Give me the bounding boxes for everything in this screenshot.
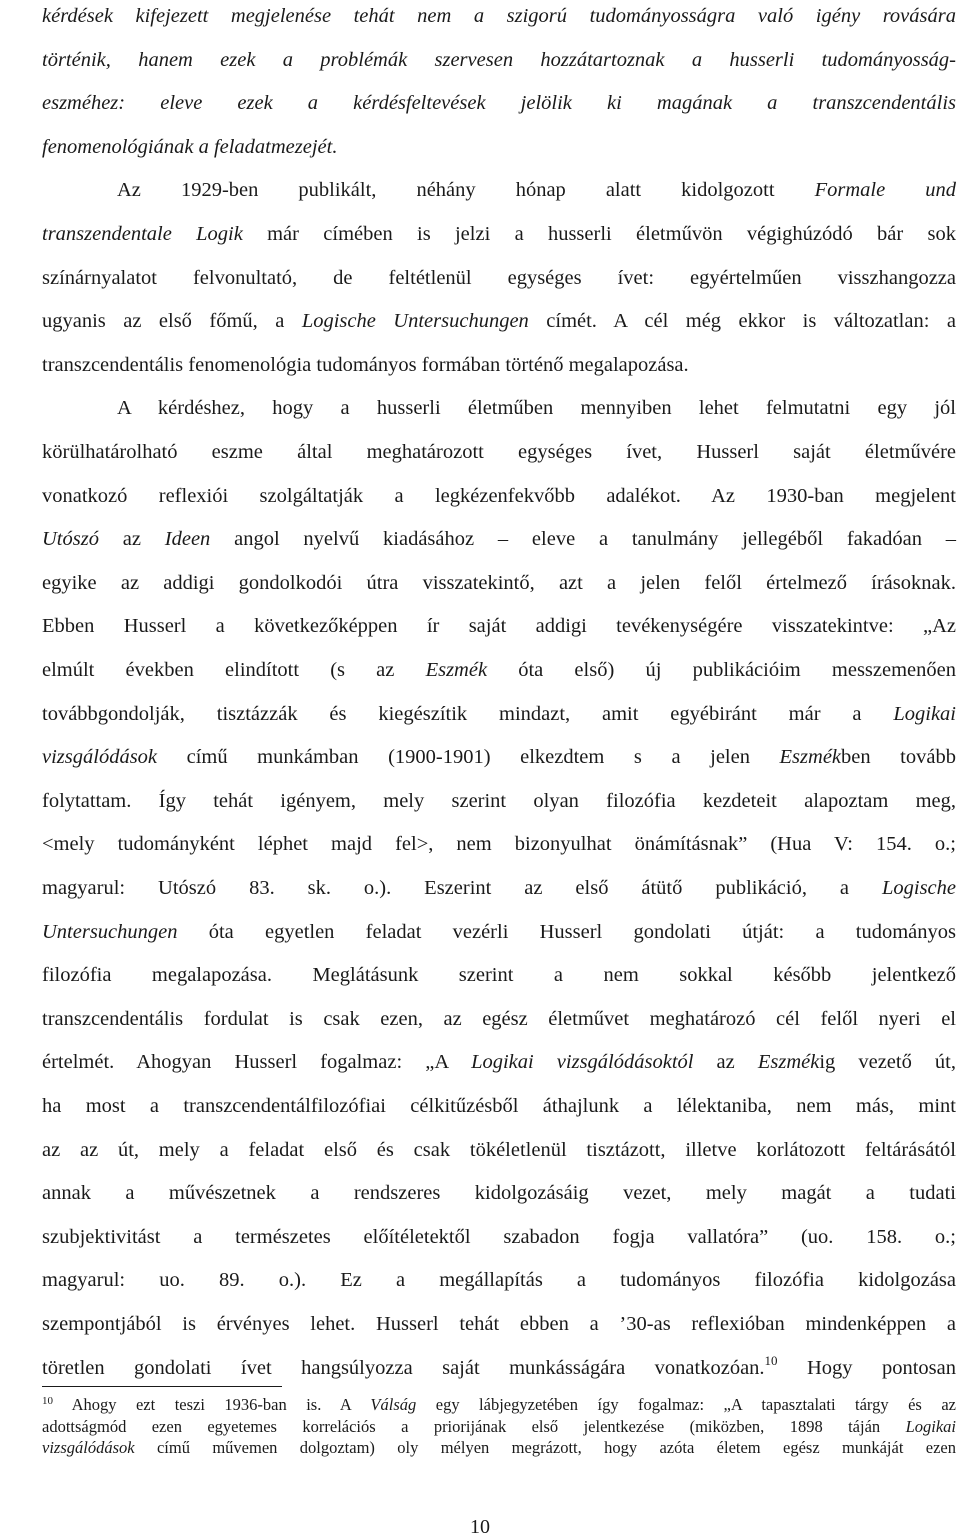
text-line <box>42 350 956 380</box>
italic-text: Logikai <box>905 1416 956 1436</box>
text-line <box>117 393 956 423</box>
text-line <box>42 1309 956 1339</box>
italic-text: Válság <box>370 1395 417 1414</box>
text-line <box>42 960 956 990</box>
text-line <box>42 786 956 816</box>
italic-text: Utószó <box>42 528 99 551</box>
text-run: Ebben Husserl a következőképpen ír saját addigi tevékenységére visszatekintve: „Az <box>42 615 956 638</box>
text-line <box>42 1047 956 1077</box>
text-run: <mely tudományként léphet majd fel>, nem bizonyulhat önámításnak” (Hua V: 154. o.; <box>42 833 956 856</box>
text-line <box>42 1353 956 1383</box>
text-run: egyike az addigi gondolkodói útra visszatekintő, azt a jelen felől értelmező írásoknak. <box>42 571 956 594</box>
italic-text: Eszmék <box>425 659 488 681</box>
text-run: című munkámban (1900-1901) elkezdtem s a jelen <box>157 746 780 769</box>
footnote-rule <box>42 1386 282 1387</box>
text-line <box>42 568 956 598</box>
italic-text: Eszmék <box>779 746 842 769</box>
text-line <box>42 1222 956 1252</box>
italic-text: Logikai <box>893 702 956 725</box>
footnote-ref: 10 <box>42 1395 53 1407</box>
text-run: magyarul: Utószó 83. sk. o.). Eszerint az első átütő publikáció, a <box>42 877 882 899</box>
text-run: Hogy pontosan <box>777 1356 956 1379</box>
text-run: folytattam. Így tehát igényem, mely szerint olyan filozófia kezdeteit alapoztam meg, <box>42 789 956 812</box>
italic-text: fenomenológiának a feladatmezejét. <box>42 135 338 158</box>
text-line <box>42 1265 956 1295</box>
text-run: óta egyetlen feladat vezérli Husserl gondolati útját: a tudományos <box>177 920 956 943</box>
italic-text: kérdések kifejezett megjelenése tehát nem a szigorú tudományosságra való igény rovására <box>42 5 956 27</box>
italic-text: Logische <box>881 877 956 899</box>
italic-text: vizsgálódások <box>42 746 158 769</box>
text-run: az az út, mely a feladat első és csak tökéletlenül tisztázott, illetve korlátozott feltárásától <box>42 1138 956 1161</box>
text-line <box>42 1135 956 1165</box>
italic-text: Logikai vizsgálódásoktól <box>471 1051 694 1074</box>
italic-text: transzendentale Logik <box>42 223 243 245</box>
text-line <box>42 132 956 162</box>
text-line <box>42 1091 956 1121</box>
italic-text: eszméhez: eleve ezek a kérdésfeltevések jelölik ki magának a transzcendentális <box>42 92 956 115</box>
text-line <box>42 1004 956 1034</box>
text-line <box>42 1 956 31</box>
text-run: Az 1929-ben publikált, néhány hónap alatt kidolgozott <box>117 179 815 202</box>
text-run: című művemen dolgoztam) oly mélyen megrázott, hogy azóta életem egész munkáját ezen <box>134 1438 956 1458</box>
text-run: ugyanis az első főmű, a <box>42 310 302 333</box>
text-run: körülhatárolható eszme által meghatározott egységes ívet, Husserl saját életművére <box>42 441 956 463</box>
text-line <box>42 829 956 859</box>
text-run: az <box>693 1051 758 1074</box>
text-run: egy lábjegyzetében így fogalmaz: „A tapasztalati tárgy és az <box>416 1395 956 1414</box>
text-run: adottságmód ezen egyetemes korrelációs a priorijának első jelentkezése (miközben, 1898 táján <box>42 1416 906 1436</box>
footnote-ref: 10 <box>764 1352 778 1368</box>
text-run: elmúlt években elindított (s az <box>42 659 426 681</box>
page-number: 10 <box>470 1516 490 1538</box>
text-run: az <box>98 528 165 551</box>
text-line <box>117 175 956 205</box>
text-run: A kérdéshez, hogy a husserli életműben mennyiben lehet felmutatni egy jól <box>117 397 956 420</box>
text-run: címét. A cél még ekkor is változatlan: a <box>528 310 956 333</box>
text-line <box>42 917 956 947</box>
italic-text: Ideen <box>164 528 211 551</box>
text-run: értelmét. Ahogyan Husserl fogalmaz: „A <box>42 1051 472 1074</box>
text-line <box>42 1178 956 1208</box>
text-run: vonatkozó reflexiói szolgáltatják a legkézenfekvőbb adalékot. Az 1930-ban megjelent <box>42 484 956 507</box>
text-line <box>42 655 956 685</box>
footnote-line <box>42 1416 956 1438</box>
text-run: transzcendentális fenomenológia tudományos formában történő megalapozása. <box>42 353 689 376</box>
text-line <box>42 45 956 75</box>
italic-text: Logische Untersuchungen <box>301 310 529 333</box>
text-run: színárnyalatot felvonultató, de feltétlenül egységes ívet: egyértelműen visszhangozza <box>42 266 956 289</box>
footnote-line <box>42 1394 956 1416</box>
text-line <box>42 873 956 903</box>
italic-text: Eszmék <box>757 1051 820 1074</box>
footnote-line <box>42 1437 956 1459</box>
text-run: továbbgondolják, tisztázzák és kiegészítik mindazt, amit egyébiránt már a <box>42 702 894 725</box>
text-run: szubjektivitást a természetes előítéletektől szabadon fogja vallatóra” (uo. 158. o.; <box>42 1225 956 1248</box>
text-line <box>42 524 956 554</box>
text-run: ig vezető út, <box>819 1051 956 1074</box>
text-line <box>42 437 956 467</box>
text-line <box>42 481 956 511</box>
text-line <box>42 88 956 118</box>
text-run: óta első) új publikációim messzemenően <box>487 659 957 681</box>
text-run: Ahogy ezt teszi 1936-ban is. A <box>53 1395 371 1414</box>
text-line <box>42 742 956 772</box>
italic-text: vizsgálódások <box>42 1438 135 1458</box>
text-run: ben tovább <box>841 746 956 769</box>
text-line <box>42 219 956 249</box>
italic-text: Formale und <box>814 179 956 202</box>
text-run: magyarul: uo. 89. o.). Ez a megállapítás a tudományos filozófia kidolgozása <box>42 1269 956 1292</box>
text-run: ha most a transzcendentálfilozófiai célkitűzésből áthajlunk a lélektaniba, nem más, mint <box>42 1095 956 1117</box>
text-run: angol nyelvű kiadásához – eleve a tanulmány jellegéből fakadóan – <box>210 528 956 551</box>
text-run: transzcendentális fordulat is csak ezen, az egész életművet meghatározó cél felől nyeri el <box>42 1007 956 1030</box>
text-run: már címében is jelzi a husserli életművön végighúzódó bár sok <box>242 223 956 245</box>
text-line <box>42 699 956 729</box>
text-line <box>42 611 956 641</box>
italic-text: történik, hanem ezek a problémák szervesen hozzátartoznak a husserli tudományosság- <box>42 48 956 71</box>
text-run: annak a művészetnek a rendszeres kidolgozásáig vezet, mely magát a tudati <box>42 1182 956 1205</box>
text-line <box>42 263 956 293</box>
text-run: filozófia megalapozása. Meglátásunk szerint a nem sokkal később jelentkező <box>42 964 956 987</box>
text-line <box>42 306 956 336</box>
italic-text: Untersuchungen <box>42 920 178 943</box>
text-run: töretlen gondolati ívet hangsúlyozza saját munkásságára vonatkozóan. <box>42 1356 765 1379</box>
text-run: szempontjából is érvényes lehet. Husserl tehát ebben a ’30-as reflexióban mindenképpen a <box>42 1313 956 1335</box>
